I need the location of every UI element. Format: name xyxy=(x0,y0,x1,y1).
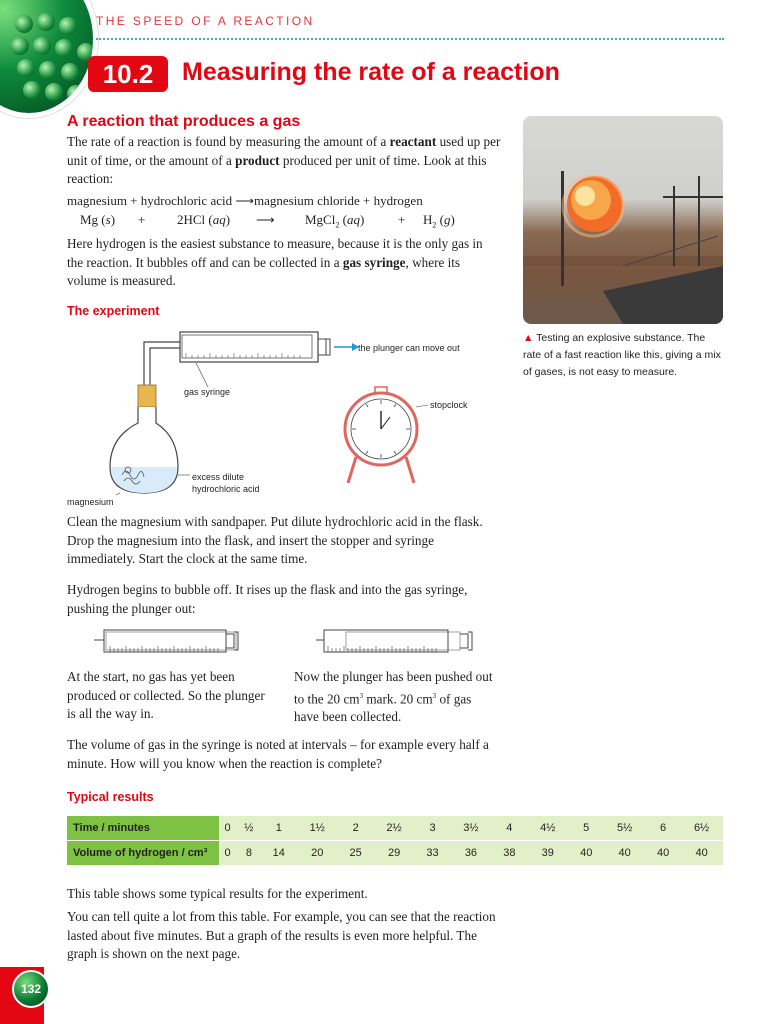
closing-paragraph-1: This table shows some typical results for the experiment. xyxy=(67,886,368,901)
time-cell: 1½ xyxy=(296,816,339,841)
volume-cell: 29 xyxy=(373,841,416,866)
time-cell: 3 xyxy=(415,816,449,841)
section-number-badge: 10.2 xyxy=(88,56,168,92)
volume-cell: 39 xyxy=(526,841,569,866)
word-equation: magnesium + hydrochloric acid ⟶magnesium chloride + hydrogen xyxy=(67,193,423,208)
table-row-volume xyxy=(67,841,723,866)
page-number: 132 xyxy=(12,970,50,1008)
intro-paragraph-1: The rate of a reaction is found by measuring the amount of a reactant used up per unit of time, or the amount of a product produced per unit of time. Look at this reaction: xyxy=(67,134,501,186)
volume-cell: 40 xyxy=(603,841,646,866)
volume-header: Volume of hydrogen / cm³ xyxy=(67,841,219,866)
explosion-photo xyxy=(523,116,723,324)
time-cell: ½ xyxy=(236,816,262,841)
experiment-paragraph-1: Clean the magnesium with sandpaper. Put dilute hydrochloric acid in the flask. Drop the magnesium into the flask, and insert the stopper and syringe immediately. Start the clock at the same time. xyxy=(67,514,483,566)
photo-caption: ▲ Testing an explosive substance. The rate of a fast reaction like this, giving a mix of gases, is not easy to measure. xyxy=(523,332,721,378)
time-cell: 4 xyxy=(492,816,526,841)
volume-cell: 25 xyxy=(339,841,373,866)
syringe-start-text: At the start, no gas has yet been produced or collected. So the plunger is all the way in. xyxy=(67,669,265,721)
time-cell: 0 xyxy=(219,816,236,841)
results-table xyxy=(67,816,723,866)
volume-cell: 20 xyxy=(296,841,339,866)
volume-cell: 33 xyxy=(415,841,449,866)
experiment-heading: The experiment xyxy=(67,304,160,318)
time-header: Time / minutes xyxy=(67,816,219,841)
time-cell: 4½ xyxy=(526,816,569,841)
acid-label: excess dilute hydrochloric acid xyxy=(192,472,260,494)
experiment-paragraph-2: Hydrogen begins to bubble off. It rises up the flask and into the gas syringe, pushing the plunger out: xyxy=(67,582,468,616)
volume-cell: 14 xyxy=(262,841,296,866)
plunger-label: the plunger can move out xyxy=(358,343,460,353)
table-row-time xyxy=(67,816,723,841)
volume-cell: 8 xyxy=(236,841,262,866)
corner-decoration-image xyxy=(0,0,98,118)
syringe-20cm3-text: Now the plunger has been pushed out to the 20 $cm^3$ mark. 20 $cm^3$ of gas have been collected. xyxy=(294,669,493,725)
time-cell: 5 xyxy=(569,816,603,841)
volume-cell: 40 xyxy=(646,841,680,866)
volume-cell: 40 xyxy=(569,841,603,866)
section-title: Measuring the rate of a reaction xyxy=(182,58,560,86)
volume-cell: 0 xyxy=(219,841,236,866)
time-cell: 5½ xyxy=(603,816,646,841)
time-cell: 6½ xyxy=(680,816,723,841)
gas-syringe-label: gas syringe xyxy=(184,387,231,397)
volume-cell: 36 xyxy=(450,841,493,866)
syringe-start-diagram xyxy=(94,626,244,660)
closing-paragraph-2: You can tell quite a lot from this table. For example, you can see that the reaction lasted about five minutes. But a graph of the results is even more helpful. The graph is shown on the next page. xyxy=(67,909,496,961)
intro-heading: A reaction that produces a gas xyxy=(67,113,301,130)
volume-cell: 38 xyxy=(492,841,526,866)
magnesium-label: magnesium xyxy=(67,497,114,507)
running-title: THE SPEED OF A REACTION xyxy=(96,14,315,28)
header-divider xyxy=(96,38,724,40)
time-cell: 1 xyxy=(262,816,296,841)
time-cell: 3½ xyxy=(450,816,493,841)
time-cell: 6 xyxy=(646,816,680,841)
time-cell: 2½ xyxy=(373,816,416,841)
results-heading: Typical results xyxy=(67,790,154,804)
triangle-icon: ▲ xyxy=(523,332,534,344)
volume-cell: 40 xyxy=(680,841,723,866)
syringe-20cm3-diagram xyxy=(316,626,480,660)
stopclock-label: stopclock xyxy=(430,400,468,410)
time-cell: 2 xyxy=(339,816,373,841)
experiment-paragraph-3: The volume of gas in the syringe is noted at intervals – for example every half a minute. How will you know when the reaction is complete? xyxy=(67,737,489,771)
intro-paragraph-2: Here hydrogen is the easiest substance to measure, because it is the only gas in the reaction. It bubbles off and can be collected in a gas syringe, where its volume is measured. xyxy=(67,236,483,288)
